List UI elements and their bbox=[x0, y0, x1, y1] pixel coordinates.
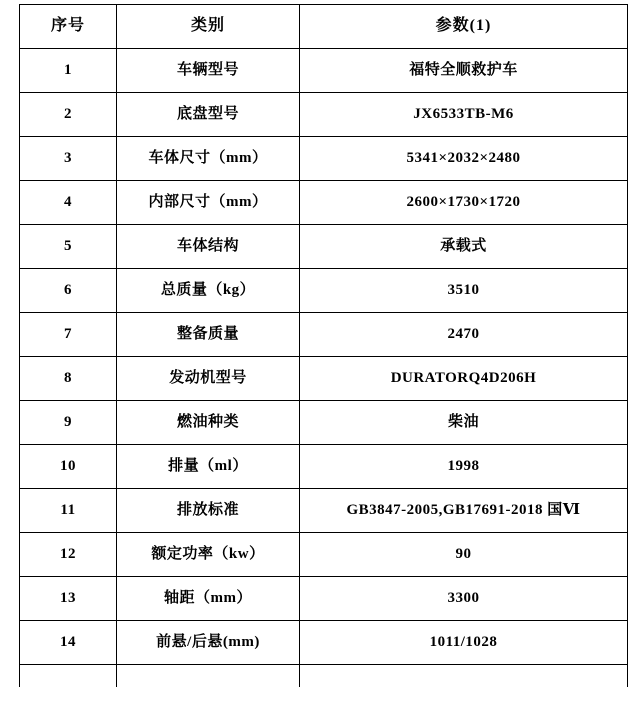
table-row bbox=[20, 137, 628, 181]
cell-index: 1 bbox=[20, 49, 117, 93]
table-row bbox=[20, 621, 628, 665]
cell-index: 5 bbox=[20, 225, 117, 269]
table-row bbox=[20, 577, 628, 621]
cell-category: 前悬/后悬(mm) bbox=[117, 621, 300, 665]
table-row bbox=[20, 401, 628, 445]
cell-value: 1011/1028 bbox=[300, 621, 628, 665]
cell-category: 燃油种类 bbox=[117, 401, 300, 445]
cell-index: 13 bbox=[20, 577, 117, 621]
cell-index: 3 bbox=[20, 137, 117, 181]
cell-category: 总质量（kg） bbox=[117, 269, 300, 313]
cell-index: 2 bbox=[20, 93, 117, 137]
table-row-clipped bbox=[20, 665, 628, 688]
cell-category bbox=[117, 665, 300, 688]
cell-value: DURATORQ4D206H bbox=[300, 357, 628, 401]
cell-category: 轴距（mm） bbox=[117, 577, 300, 621]
cell-category: 车体尺寸（mm） bbox=[117, 137, 300, 181]
cell-value: 3510 bbox=[300, 269, 628, 313]
cell-value: 柴油 bbox=[300, 401, 628, 445]
vehicle-spec-table bbox=[19, 4, 628, 687]
cell-value: JX6533TB-M6 bbox=[300, 93, 628, 137]
cell-category: 内部尺寸（mm） bbox=[117, 181, 300, 225]
cell-category: 底盘型号 bbox=[117, 93, 300, 137]
cell-value: 承载式 bbox=[300, 225, 628, 269]
table-row bbox=[20, 93, 628, 137]
header-cell-parameter: 参数(1) bbox=[300, 5, 628, 49]
table-row bbox=[20, 49, 628, 93]
cell-value: GB3847-2005,GB17691-2018 国Ⅵ bbox=[300, 489, 628, 533]
cell-category: 额定功率（kw） bbox=[117, 533, 300, 577]
table-row bbox=[20, 269, 628, 313]
cell-index bbox=[20, 665, 117, 688]
cell-index: 6 bbox=[20, 269, 117, 313]
cell-value: 2600×1730×1720 bbox=[300, 181, 628, 225]
cell-value: 3300 bbox=[300, 577, 628, 621]
cell-category: 发动机型号 bbox=[117, 357, 300, 401]
header-cell-index: 序号 bbox=[20, 5, 117, 49]
cell-value: 福特全顺救护车 bbox=[300, 49, 628, 93]
table-row bbox=[20, 313, 628, 357]
document-page bbox=[0, 4, 643, 702]
table-row bbox=[20, 445, 628, 489]
table-row bbox=[20, 489, 628, 533]
cell-index: 10 bbox=[20, 445, 117, 489]
cell-category: 整备质量 bbox=[117, 313, 300, 357]
table-row bbox=[20, 181, 628, 225]
cell-index: 11 bbox=[20, 489, 117, 533]
table-header-row bbox=[20, 5, 628, 49]
table-row bbox=[20, 225, 628, 269]
cell-category: 排放标准 bbox=[117, 489, 300, 533]
cell-index: 12 bbox=[20, 533, 117, 577]
cell-index: 4 bbox=[20, 181, 117, 225]
header-cell-category: 类别 bbox=[117, 5, 300, 49]
cell-index: 14 bbox=[20, 621, 117, 665]
table-body bbox=[20, 5, 628, 688]
cell-index: 7 bbox=[20, 313, 117, 357]
cell-value: 1998 bbox=[300, 445, 628, 489]
cell-category: 车体结构 bbox=[117, 225, 300, 269]
cell-value: 5341×2032×2480 bbox=[300, 137, 628, 181]
cell-category: 排量（ml） bbox=[117, 445, 300, 489]
cell-value: 2470 bbox=[300, 313, 628, 357]
table-row bbox=[20, 357, 628, 401]
cell-category: 车辆型号 bbox=[117, 49, 300, 93]
cell-index: 8 bbox=[20, 357, 117, 401]
cell-index: 9 bbox=[20, 401, 117, 445]
table-row bbox=[20, 533, 628, 577]
cell-value: 90 bbox=[300, 533, 628, 577]
cell-value bbox=[300, 665, 628, 688]
